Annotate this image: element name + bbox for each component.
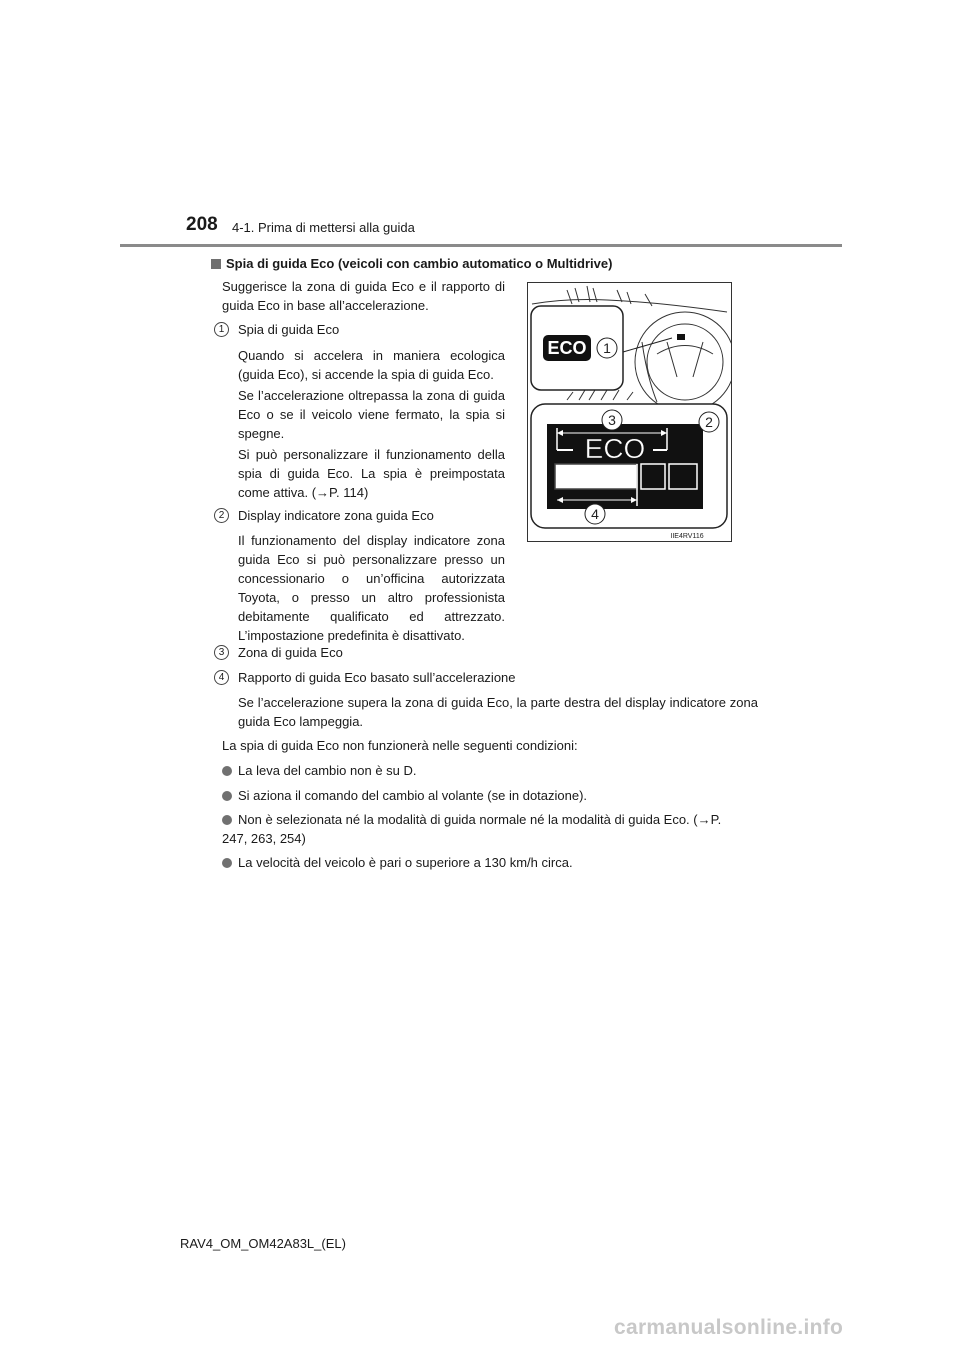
callout-1-icon: 1	[214, 322, 229, 337]
condition-item: La velocità del veicolo è pari o superiore a 130 km/h circa.	[222, 853, 573, 872]
bullet-icon	[222, 815, 232, 825]
svg-text:2: 2	[705, 414, 713, 430]
bullet-icon	[222, 791, 232, 801]
section-title: 4-1. Prima di mettersi alla guida	[232, 220, 415, 235]
callout-4-icon: 4	[214, 670, 229, 685]
item-4-para-1: Se l’accelerazione supera la zona di guida Eco, la parte destra del display indicatore zona guida Eco lampeggia.	[238, 695, 758, 729]
figure-code: IIE4RV116	[670, 533, 704, 540]
item-4-label: 4 Rapporto di guida Eco basato sull’accelerazione	[222, 668, 516, 687]
svg-text:3: 3	[608, 412, 616, 428]
bullet-icon	[222, 858, 232, 868]
item-1-para-2: Se l’accelerazione oltrepassa la zona di guida Eco o se il veicolo viene fermato, la spia si spegne.	[238, 388, 505, 441]
eco-badge-text: ECO	[547, 338, 587, 358]
item-2-label: 2 Display indicatore zona guida Eco	[222, 506, 434, 525]
header-rule	[120, 244, 842, 247]
item-3-label: 3 Zona di guida Eco	[222, 643, 343, 662]
bullet-icon	[222, 766, 232, 776]
callout-3-icon: 3	[214, 645, 229, 660]
condition-item: Non è selezionata né la modalità di guida normale né la modalità di guida Eco. (→P. 247, 263, 254)	[222, 812, 722, 846]
square-bullet-icon	[211, 259, 221, 269]
item-2-para-1: Il funzionamento del display indicatore zona guida Eco si può personalizzare presso un concessionario o un’officina autorizzata Toyota, o presso un altro professionista debitamente qualificato ed attrezzato. L’impostazione predefinita è disattivato.	[238, 533, 505, 643]
item-1-para-1: Quando si accelera in maniera ecologica (guida Eco), si accende la spia di guida Eco.	[238, 348, 505, 382]
heading	[211, 256, 612, 271]
condition-item: Si aziona il comando del cambio al volante (se in dotazione).	[222, 786, 587, 805]
watermark: carmanualsonline.info	[614, 1316, 844, 1339]
condition-item: La leva del cambio non è su D.	[222, 761, 417, 780]
intro-paragraph: Suggerisce la zona di guida Eco e il rapporto di guida Eco in base all’accelerazione.	[222, 279, 505, 313]
svg-text:4: 4	[591, 506, 599, 522]
eco-zone-bar	[555, 464, 637, 489]
callout-2-icon: 2	[214, 508, 229, 523]
page-number: 208	[186, 214, 218, 235]
conditions-intro: La spia di guida Eco non funzionerà nelle seguenti condizioni:	[222, 738, 578, 753]
svg-text:1: 1	[603, 340, 611, 356]
eco-indicator-figure	[527, 282, 732, 542]
heading-text: Spia di guida Eco (veicoli con cambio automatico o Multidrive)	[226, 256, 613, 271]
footer-code: RAV4_OM_OM42A83L_(EL)	[180, 1236, 346, 1251]
item-1-para-3: Si può personalizzare il funzionamento della spia di guida Eco. La spia è preimpostata come attiva. (→P. 114)	[238, 447, 505, 500]
display-eco-text: ECO	[584, 433, 646, 464]
item-1-label: 1 Spia di guida Eco	[222, 320, 339, 339]
